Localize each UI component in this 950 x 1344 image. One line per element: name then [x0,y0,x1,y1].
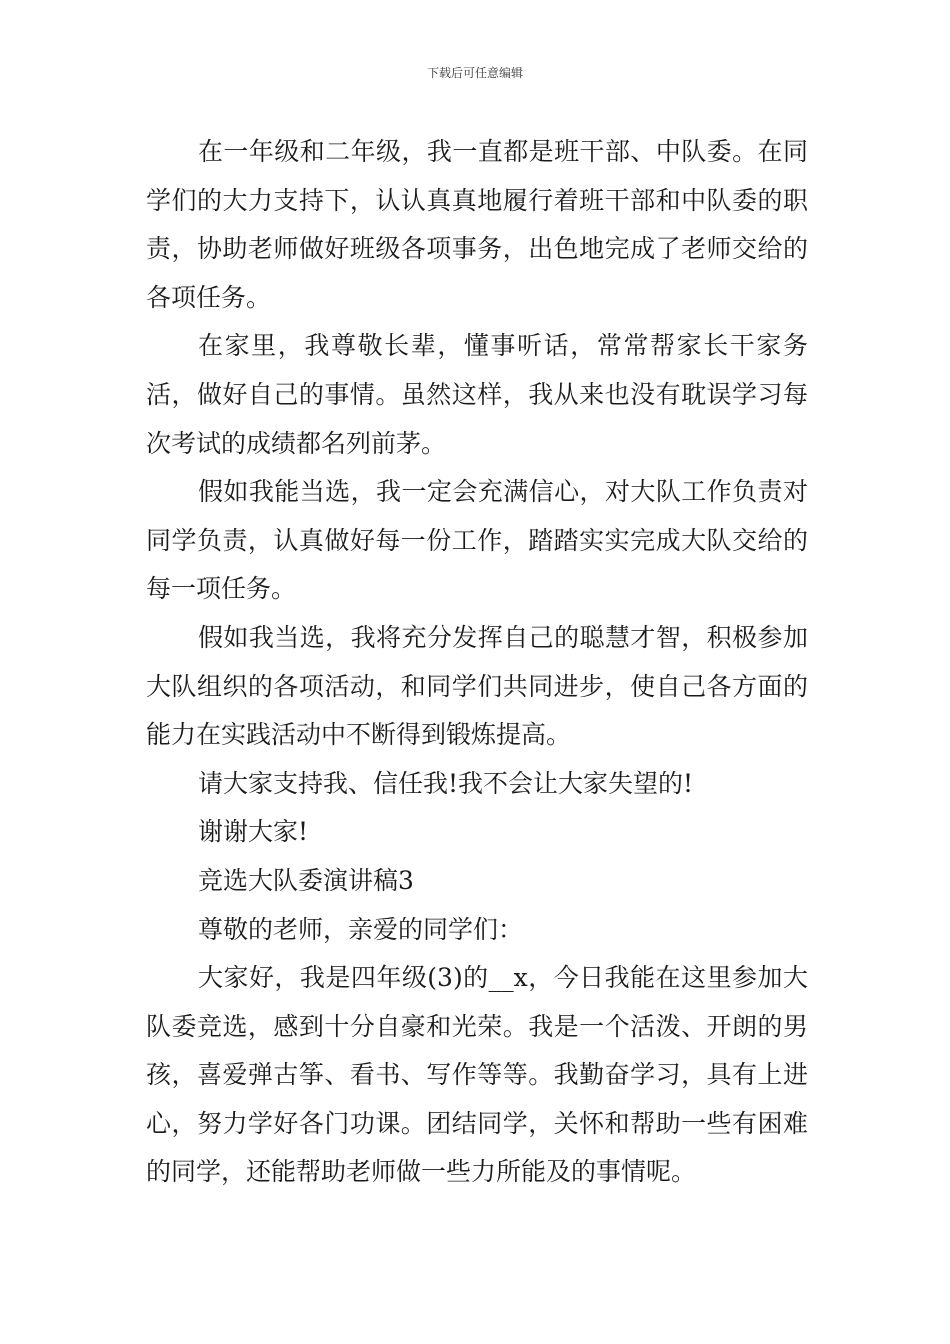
paragraph-thanks: 谢谢大家! [198,817,309,847]
paragraph-if-elected: 假如我能当选，我一定会充满信心，对大队工作负责对同学负责，认真做好每一份工作，踏踏实实完成大队交给的每一项任务。 [146,477,808,604]
page-header-note: 下载后可任意编辑 [426,66,523,80]
paragraph-if-elected-2: 假如我当选，我将充分发挥自己的聪慧才智，积极参加大队组织的各项活动，和同学们共同进步，使自己各方面的能力在实践活动中不断得到锻炼提高。 [146,622,808,750]
paragraph-at-home: 在家里，我尊敬长辈，懂事听话，常常帮家长干家务活，做好自己的事情。虽然这样，我从来也没有耽误学习每次考试的成绩都名列前茅。 [146,331,808,458]
paragraph-class-cadre: 在一年级和二年级，我一直都是班干部、中队委。在同学们的大力支持下，认认真真地履行着班干部和中队委的职责，协助老师做好班级各项事务，出色地完成了老师交给的各项任务。 [146,137,808,312]
document-body [146,128,808,1197]
section-heading: 竞选大队委演讲稿3 [198,865,414,895]
greeting: 尊敬的老师，亲爱的同学们： [198,914,524,944]
paragraph-support-me: 请大家支持我、信任我!我不会让大家失望的! [198,768,694,798]
paragraph-introduction: 大家好，我是四年级(3)的__x，今日我能在这里参加大队委竞选，感到十分自豪和光荣。我是一个活泼、开朗的男孩，喜爱弹古筝、看书、写作等等。我勤奋学习，具有上进心，努力学好各门功课。团结同学，关怀和帮助一些有困难的同学，还能帮助老师做一些力所能及的事情呢。 [146,963,808,1187]
